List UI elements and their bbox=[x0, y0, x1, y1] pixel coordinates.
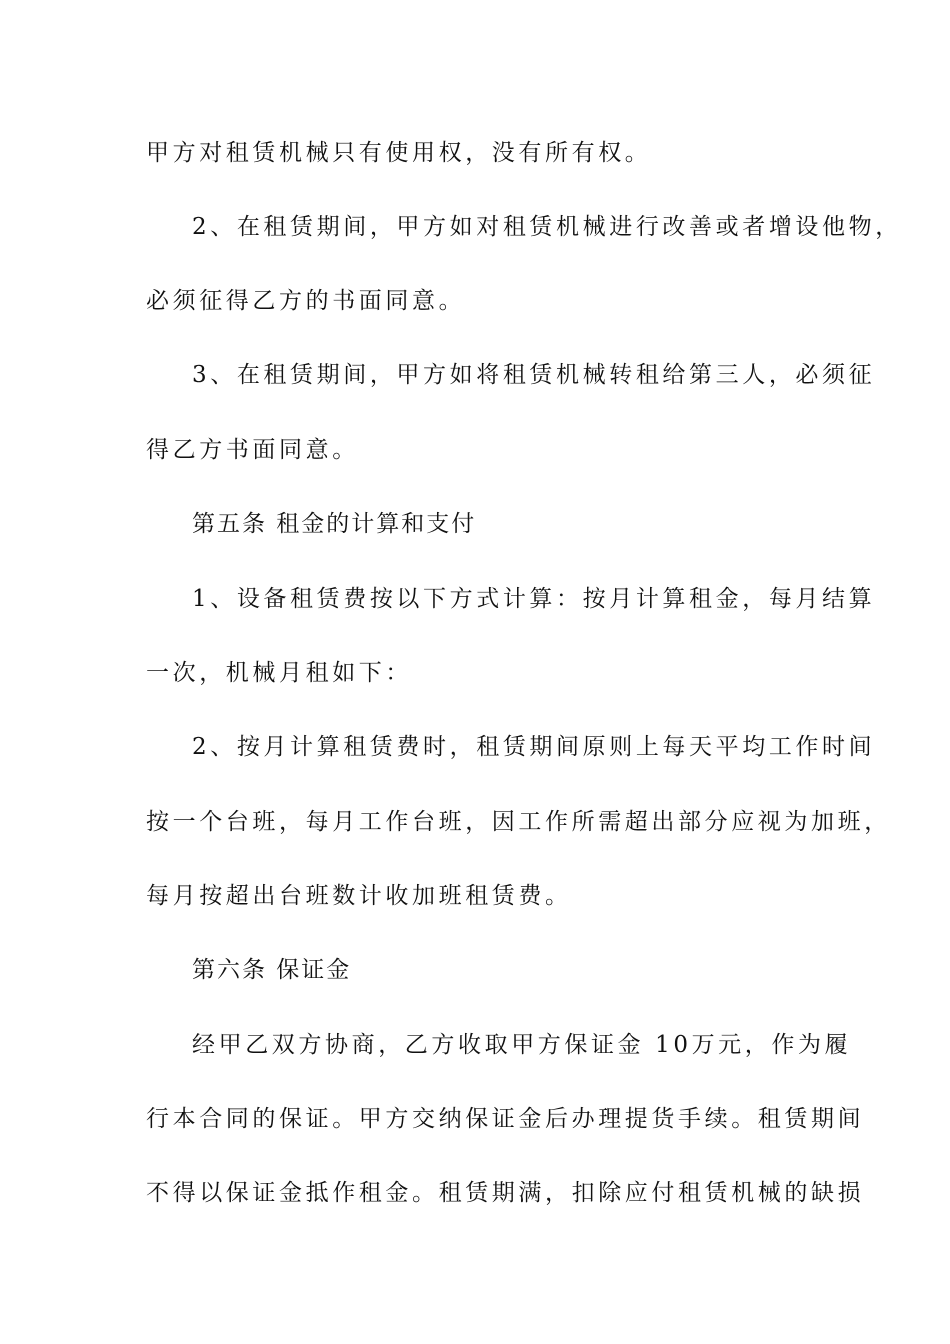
paragraph-line: 行本合同的保证。甲方交纳保证金后办理提货手续。租赁期间 bbox=[146, 1106, 865, 1132]
paragraph-line: 得乙方书面同意。 bbox=[146, 437, 359, 463]
paragraph-line: 不得以保证金抵作租金。租赁期满，扣除应付租赁机械的缺损 bbox=[146, 1180, 865, 1206]
paragraph-line: 每月按超出台班数计收加班租赁费。 bbox=[146, 883, 572, 909]
paragraph-line: 必须征得乙方的书面同意。 bbox=[146, 288, 466, 314]
paragraph-line: 2、在租赁期间，甲方如对租赁机械进行改善或者增设他物， bbox=[192, 214, 902, 240]
paragraph-line: 3、在租赁期间，甲方如将租赁机械转租给第三人，必须征 bbox=[192, 362, 876, 388]
paragraph-line: 2、按月计算租赁费时，租赁期间原则上每天平均工作时间 bbox=[192, 734, 876, 760]
paragraph-line: 甲方对租赁机械只有使用权，没有所有权。 bbox=[146, 140, 652, 166]
section-heading: 第五条 租金的计算和支付 bbox=[192, 511, 477, 537]
section-heading: 第六条 保证金 bbox=[192, 957, 352, 983]
paragraph-line: 一次，机械月租如下： bbox=[146, 660, 412, 686]
paragraph-line: 经甲乙双方协商，乙方收取甲方保证金 10万元，作为履 bbox=[192, 1032, 852, 1058]
paragraph-line: 按一个台班，每月工作台班，因工作所需超出部分应视为加班， bbox=[146, 809, 891, 835]
paragraph-line: 1、设备租赁费按以下方式计算：按月计算租金，每月结算 bbox=[192, 586, 876, 612]
